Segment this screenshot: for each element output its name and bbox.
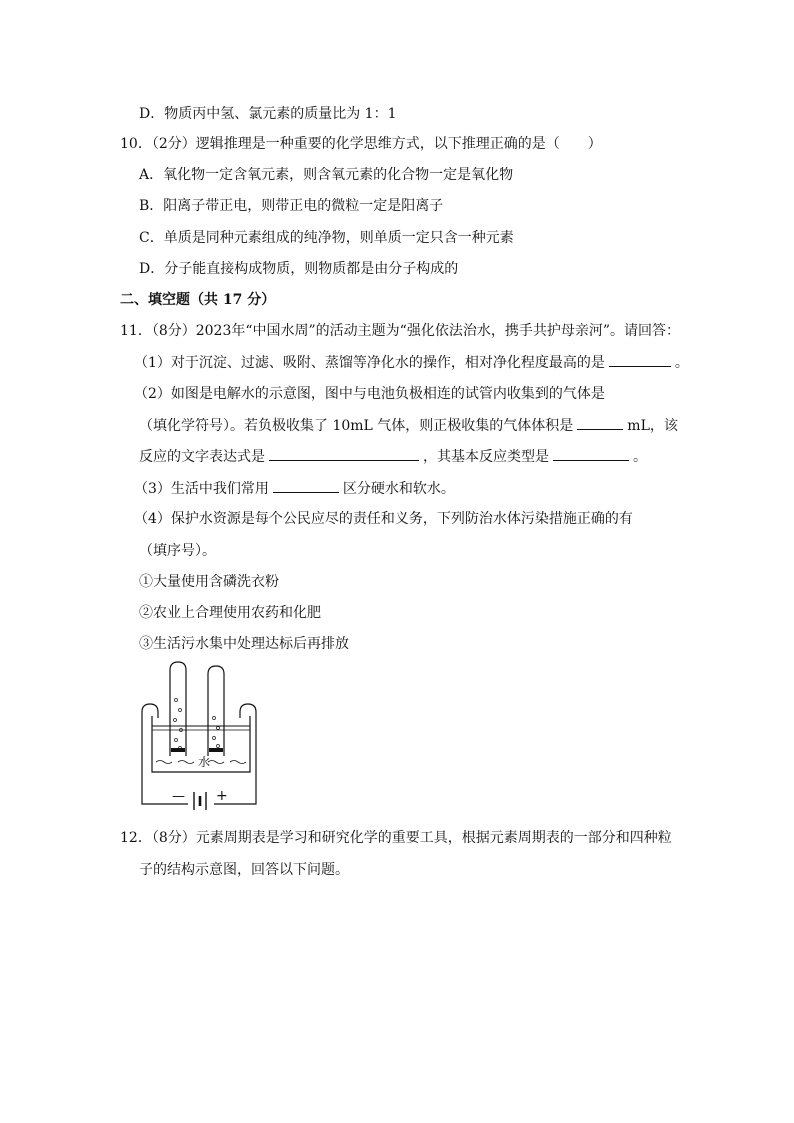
q10-option-a: A．氧化物一定含氧元素，则含氧元素的化合物一定是氧化物 bbox=[139, 167, 514, 183]
q11-part1-text: （1）对于沉淀、过滤、吸附、蒸馏等净化水的操作，相对净化程度最高的是 bbox=[134, 355, 605, 371]
q10-option-b: B．阳离子带正电，则带正电的微粒一定是阳离子 bbox=[139, 198, 444, 214]
q10-option-c: C．单质是同种元素组成的纯净物，则单质一定只含一种元素 bbox=[139, 230, 514, 246]
answer-blank-5[interactable] bbox=[273, 478, 339, 493]
q11-part2-line2 bbox=[139, 415, 678, 436]
q11-item-2: ②农业上合理使用农药和化肥 bbox=[139, 605, 321, 621]
test-tube-right bbox=[208, 666, 224, 756]
q11-part2-line1: （2）如图是电解水的示意图，图中与电池负极相连的试管内收集到的气体是 bbox=[134, 386, 605, 402]
q12-stem-line2: 子的结构示意图，回答以下问题。 bbox=[139, 862, 349, 878]
negative-label: — bbox=[172, 789, 185, 804]
q10-option-d: D．分子能直接构成物质，则物质都是由分子构成的 bbox=[139, 261, 459, 277]
gas-bubbles bbox=[174, 699, 220, 750]
q11-part1-end: 。 bbox=[674, 355, 689, 371]
answer-blank-3[interactable] bbox=[269, 446, 419, 461]
electrode-right bbox=[209, 748, 223, 752]
section-title: 二、填空题（共 17 分） bbox=[120, 292, 276, 308]
water-label: 水 bbox=[198, 755, 211, 769]
electrolysis-svg bbox=[138, 660, 264, 812]
q11-part3-text: （3）生活中我们常用 bbox=[134, 481, 269, 497]
q11-item-3: ③生活污水集中处理达标后再排放 bbox=[139, 636, 349, 652]
positive-label: + bbox=[216, 788, 228, 804]
q11-part3-end: 区分硬水和软水。 bbox=[342, 481, 455, 497]
q10-stem: 10．（2分）逻辑推理是一种重要的化学思维方式，以下推理正确的是（ ） bbox=[120, 136, 602, 152]
q11-part2-line3-mid: ，其基本反应类型是 bbox=[423, 449, 549, 465]
q11-part4-line1: （4）保护水资源是每个公民应尽的责任和义务，下列防治水体污染措施正确的有 bbox=[134, 511, 633, 527]
q11-part2-line3 bbox=[139, 446, 647, 467]
q11-stem: 11．（8分）2023年“中国水周”的活动主题为“强化依法治水，携手共护母亲河”。请回答： bbox=[120, 323, 680, 339]
electrolysis-diagram bbox=[138, 660, 264, 816]
q11-part4-line2: （填序号）。 bbox=[139, 543, 216, 559]
answer-blank-1[interactable] bbox=[609, 352, 671, 367]
test-tube-left bbox=[170, 662, 186, 756]
q11-part1 bbox=[134, 352, 689, 373]
q11-part2-line2-text: （填化学符号）。若负极收集了 10mL 气体，则正极收集的气体体积是 bbox=[139, 418, 574, 434]
electrode-left bbox=[171, 748, 185, 752]
answer-blank-2[interactable] bbox=[577, 415, 623, 430]
q11-part2-line3-end: 。 bbox=[633, 449, 647, 465]
q11-part2-line3-text: 反应的文字表达式是 bbox=[139, 449, 265, 465]
q11-item-1: ①大量使用含磷洗衣粉 bbox=[139, 574, 279, 590]
circuit-wire bbox=[142, 704, 256, 804]
q12-stem-line1: 12．（8分）元素周期表是学习和研究化学的重要工具，根据元素周期表的一部分和四种粒 bbox=[120, 830, 672, 846]
answer-blank-4[interactable] bbox=[553, 446, 629, 461]
q9-option-d: D．物质丙中氢、氯元素的质量比为 1：1 bbox=[139, 106, 397, 122]
q11-part2-line2-end: mL，该 bbox=[627, 418, 678, 434]
q11-part3 bbox=[134, 478, 455, 499]
